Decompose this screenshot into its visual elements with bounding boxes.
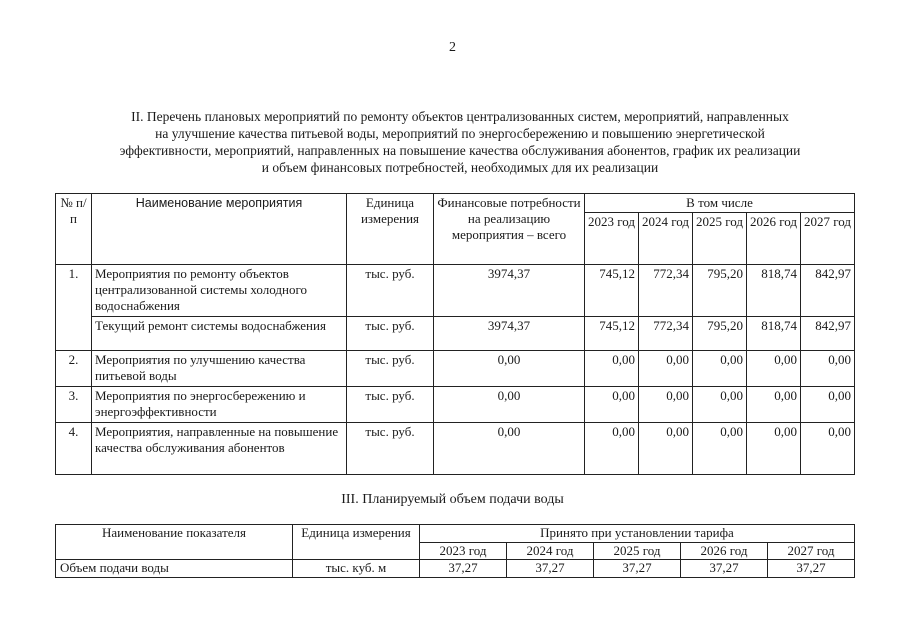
row-unit: тыс. куб. м — [293, 560, 420, 578]
row-value: 0,00 — [585, 387, 639, 423]
row-num: 4. — [56, 423, 92, 475]
row-value: 0,00 — [747, 351, 801, 387]
water-supply-table — [55, 524, 855, 578]
header-indicator: Наименование показателя — [56, 525, 293, 560]
row-value: 795,20 — [693, 317, 747, 351]
row-value: 842,97 — [801, 317, 855, 351]
section-2-title-line: эффективности, мероприятий, направленных на повышение качества обслуживания абонентов, график их реализации — [119, 143, 801, 158]
table-row — [56, 560, 855, 578]
row-value: 0,00 — [693, 423, 747, 475]
section-2-title-line: II. Перечень плановых мероприятий по ремонту объектов централизованных систем, мероприятий, направленных — [131, 109, 789, 124]
header-unit: Единица измерения — [293, 525, 420, 560]
row-name: Объем подачи воды — [56, 560, 293, 578]
row-total: 3974,37 — [434, 317, 585, 351]
page-number: 2 — [449, 40, 456, 55]
header-accepted: Принято при установлении тарифа — [420, 525, 855, 543]
row-name: Текущий ремонт системы водоснабжения — [92, 317, 347, 351]
row-total: 0,00 — [434, 351, 585, 387]
table-row — [56, 351, 855, 387]
row-value: 37,27 — [681, 560, 768, 578]
row-unit: тыс. руб. — [347, 317, 434, 351]
row-total: 3974,37 — [434, 265, 585, 317]
header-num: № п/п — [56, 194, 92, 265]
section-2-title-line: на улучшение качества питьевой воды, мероприятий по энергосбережению и повышению энергетической — [155, 126, 765, 141]
header-year: 2025 год — [693, 213, 747, 265]
row-unit: тыс. руб. — [347, 423, 434, 475]
row-total: 0,00 — [434, 423, 585, 475]
header-year: 2024 год — [639, 213, 693, 265]
header-unit: Единица измерения — [347, 194, 434, 265]
row-unit: тыс. руб. — [347, 387, 434, 423]
header-year: 2027 год — [768, 543, 855, 560]
row-value: 0,00 — [693, 351, 747, 387]
row-name: Мероприятия по энергосбережению и энергоэффективности — [92, 387, 347, 423]
section-2-title-line: и объем финансовых потребностей, необходимых для их реализации — [261, 160, 659, 175]
row-value: 795,20 — [693, 265, 747, 317]
row-value: 772,34 — [639, 265, 693, 317]
row-value: 37,27 — [420, 560, 507, 578]
row-value: 0,00 — [747, 423, 801, 475]
row-value: 0,00 — [639, 423, 693, 475]
row-value: 0,00 — [801, 387, 855, 423]
row-value: 0,00 — [747, 387, 801, 423]
header-including: В том числе — [585, 194, 855, 213]
row-num: 2. — [56, 351, 92, 387]
row-value: 0,00 — [801, 351, 855, 387]
table-row — [56, 423, 855, 475]
row-num: 1. — [56, 265, 92, 351]
table-row — [56, 265, 855, 317]
table-row — [56, 387, 855, 423]
header-year: 2027 год — [801, 213, 855, 265]
row-value: 842,97 — [801, 265, 855, 317]
row-value: 745,12 — [585, 265, 639, 317]
row-unit: тыс. руб. — [347, 351, 434, 387]
header-name: Наименование мероприятия — [92, 194, 347, 265]
row-value: 0,00 — [801, 423, 855, 475]
row-value: 37,27 — [768, 560, 855, 578]
row-value: 818,74 — [747, 265, 801, 317]
row-value: 0,00 — [585, 423, 639, 475]
header-year: 2023 год — [585, 213, 639, 265]
row-name: Мероприятия по ремонту объектов централизованной системы холодного водоснабжения — [92, 265, 347, 317]
header-year: 2023 год — [420, 543, 507, 560]
section-3-title: III. Планируемый объем подачи воды — [341, 492, 564, 507]
header-year: 2026 год — [681, 543, 768, 560]
row-value: 772,34 — [639, 317, 693, 351]
section-2-title — [60, 108, 860, 176]
row-unit: тыс. руб. — [347, 265, 434, 317]
row-value: 0,00 — [639, 387, 693, 423]
header-finance: Финансовые потребности на реализацию мероприятия – всего — [434, 194, 585, 265]
row-total: 0,00 — [434, 387, 585, 423]
row-value: 0,00 — [585, 351, 639, 387]
header-year: 2025 год — [594, 543, 681, 560]
row-value: 37,27 — [507, 560, 594, 578]
row-num: 3. — [56, 387, 92, 423]
measures-table — [55, 193, 855, 475]
row-value: 745,12 — [585, 317, 639, 351]
row-value: 818,74 — [747, 317, 801, 351]
row-name: Мероприятия по улучшению качества питьевой воды — [92, 351, 347, 387]
header-year: 2026 год — [747, 213, 801, 265]
row-name: Мероприятия, направленные на повышение качества обслуживания абонентов — [92, 423, 347, 475]
row-value: 0,00 — [639, 351, 693, 387]
row-value: 37,27 — [594, 560, 681, 578]
row-value: 0,00 — [693, 387, 747, 423]
header-year: 2024 год — [507, 543, 594, 560]
table-row — [56, 317, 855, 351]
